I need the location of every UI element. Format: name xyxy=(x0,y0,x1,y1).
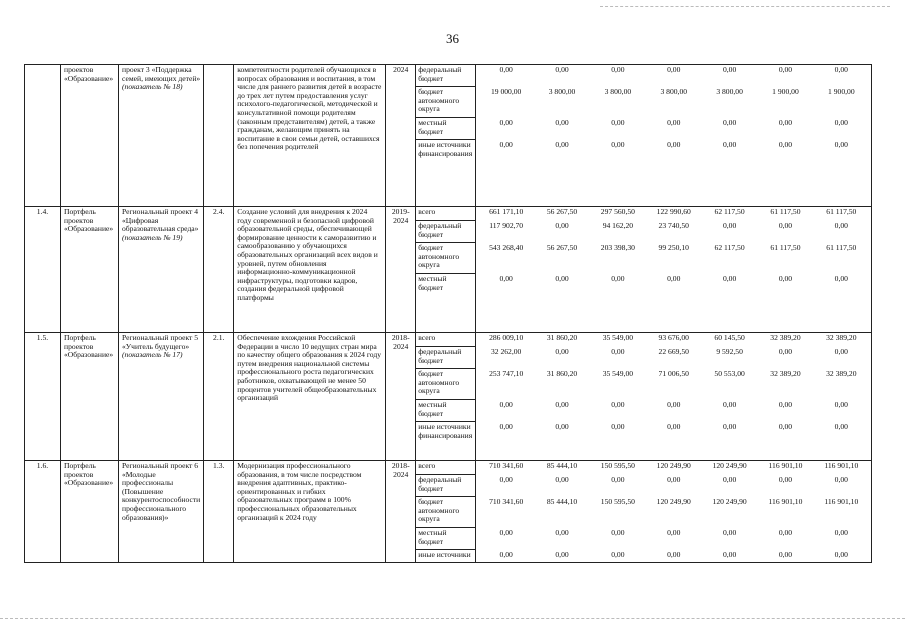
funding-value: 0,00 xyxy=(778,118,793,127)
period-cell: 2019-2024 xyxy=(386,207,416,333)
funding-value: 0,00 xyxy=(499,65,513,74)
funding-source: всего xyxy=(416,333,475,347)
funding-value: 120 249,90 xyxy=(656,461,691,470)
project-indicator: (показатель № 19) xyxy=(122,232,183,242)
funding-value: 94 162,20 xyxy=(602,221,634,230)
funding-value: 22 669,50 xyxy=(658,347,689,356)
description-cell: Создание условий для внедрения к 2024 году современной и безопасной цифровой образовательной среды, обеспечивающей формирование ценности к саморазвитию и самообразованию у обучающихся образовательных организаций всех видов и уровней, путем обновления информационно-коммуникационной инфраструктуры, подготовки кадров, создания федеральной цифровой платформы xyxy=(234,207,386,333)
page-number: 36 xyxy=(446,31,459,46)
funding-value: 9 592,50 xyxy=(716,347,743,356)
funding-source: бюджет автономного округа xyxy=(416,497,475,528)
funding-value: 0,00 xyxy=(611,65,625,74)
funding-values xyxy=(476,422,871,442)
funding-values xyxy=(476,87,871,118)
funding-value: 0,00 xyxy=(611,422,625,431)
funding-value: 50 553,00 xyxy=(714,369,745,378)
funding-value: 0,00 xyxy=(778,550,793,559)
funding-value: 0,00 xyxy=(611,347,625,356)
funding-value: 0,00 xyxy=(722,274,737,283)
funding-value: 203 398,30 xyxy=(600,243,635,252)
source-col xyxy=(416,207,476,333)
funding-value: 0,00 xyxy=(778,274,793,283)
funding-source: федеральный бюджет xyxy=(416,347,475,369)
funding-value: 0,00 xyxy=(555,550,569,559)
funding-value: 19 000,00 xyxy=(490,87,522,96)
project-indicator: (показатель № 18) xyxy=(122,82,183,92)
funding-value: 0,00 xyxy=(834,274,848,283)
funding-value: 297 560,50 xyxy=(600,207,635,216)
funding-value: 23 740,50 xyxy=(658,221,689,230)
funding-value: 0,00 xyxy=(667,65,681,74)
funding-value: 661 171,10 xyxy=(489,207,524,216)
portfolio-cell: проектов «Образование» xyxy=(61,65,119,207)
funding-value: 3 800,00 xyxy=(660,87,688,96)
funding-values xyxy=(476,528,871,550)
project-cell xyxy=(119,333,204,461)
funding-value: 93 676,00 xyxy=(658,333,689,342)
funding-value: 0,00 xyxy=(555,400,569,409)
description-cell: Модернизация профессионального образования, в том числе посредством внедрения адаптивных, практико-ориентированных и гибких образовательных программ в 100% профессиональных образовательных организаций к 2024 году xyxy=(234,461,386,563)
funding-value: 0,00 xyxy=(778,65,793,74)
funding-value: 0,00 xyxy=(499,550,513,559)
project-name: проект 3 «Поддержка семей, имеющих детей» xyxy=(122,65,201,83)
funding-value: 61 117,50 xyxy=(770,207,801,216)
funding-value: 120 249,90 xyxy=(712,497,747,506)
funding-value: 0,00 xyxy=(834,140,848,149)
funding-value: 0,00 xyxy=(555,347,569,356)
funding-source: всего xyxy=(416,461,475,475)
funding-value: 0,00 xyxy=(667,118,681,127)
funding-value: 85 444,10 xyxy=(546,461,578,470)
funding-value: 116 901,10 xyxy=(768,461,803,470)
funding-values xyxy=(476,475,871,497)
funding-value: 31 860,20 xyxy=(546,369,578,378)
funding-value: 0,00 xyxy=(722,528,737,537)
funding-value: 0,00 xyxy=(667,528,681,537)
table-row xyxy=(25,207,872,333)
funding-value: 0,00 xyxy=(722,400,737,409)
funding-value: 0,00 xyxy=(555,65,569,74)
funding-value: 56 267,50 xyxy=(546,207,578,216)
table-row xyxy=(25,333,872,461)
funding-value: 0,00 xyxy=(555,475,569,484)
funding-value: 120 249,90 xyxy=(712,461,747,470)
values-col xyxy=(476,207,872,333)
funding-values xyxy=(476,221,871,243)
funding-value: 0,00 xyxy=(667,550,681,559)
funding-values xyxy=(476,65,871,87)
funding-source: федеральный бюджет xyxy=(416,65,475,87)
funding-value: 32 389,20 xyxy=(770,369,801,378)
funding-value: 116 901,10 xyxy=(824,461,859,470)
funding-value: 0,00 xyxy=(555,118,569,127)
funding-values xyxy=(476,207,871,221)
source-col xyxy=(416,333,476,461)
funding-value: 0,00 xyxy=(778,422,793,431)
row-index: 1.4. xyxy=(25,207,61,333)
funding-value: 0,00 xyxy=(667,422,681,431)
funding-table xyxy=(24,64,872,563)
funding-value: 32 262,00 xyxy=(490,347,522,356)
funding-source: местный бюджет xyxy=(416,118,475,140)
funding-value: 3 800,00 xyxy=(604,87,632,96)
funding-value: 56 267,50 xyxy=(546,243,578,252)
funding-source: бюджет автономного округа xyxy=(416,369,475,400)
description-cell: Обеспечение вхождения Российской Федерации в число 10 ведущих стран мира по качеству общего образования к 2024 году путем внедрения национальной системы профессионального роста педагогических работников, охватывающей не менее 50 процентов учителей общеобразовательных организаций xyxy=(234,333,386,461)
funding-value: 0,00 xyxy=(499,274,513,283)
funding-value: 0,00 xyxy=(834,475,848,484)
funding-source: всего xyxy=(416,207,475,221)
funding-value: 0,00 xyxy=(778,347,793,356)
funding-value: 0,00 xyxy=(778,140,793,149)
funding-value: 0,00 xyxy=(722,65,737,74)
funding-value: 1 900,00 xyxy=(772,87,799,96)
funding-value: 0,00 xyxy=(611,140,625,149)
funding-value: 0,00 xyxy=(834,400,848,409)
funding-values xyxy=(476,400,871,422)
funding-value: 286 009,10 xyxy=(489,333,524,342)
funding-value: 3 800,00 xyxy=(716,87,743,96)
funding-value: 0,00 xyxy=(667,274,681,283)
funding-source: федеральный бюджет xyxy=(416,221,475,243)
funding-value: 99 250,10 xyxy=(658,243,689,252)
source-col xyxy=(416,65,476,207)
period-cell: 2018-2024 xyxy=(386,461,416,563)
funding-value: 120 249,90 xyxy=(656,497,691,506)
funding-value: 0,00 xyxy=(555,221,569,230)
funding-value: 0,00 xyxy=(667,475,681,484)
funding-value: 0,00 xyxy=(611,400,625,409)
funding-value: 60 145,50 xyxy=(714,333,745,342)
funding-value: 0,00 xyxy=(667,400,681,409)
goal-index: 2.4. xyxy=(204,207,234,333)
funding-value: 32 389,20 xyxy=(826,333,857,342)
funding-values xyxy=(476,550,871,562)
values-col xyxy=(476,333,872,461)
funding-value: 0,00 xyxy=(722,475,737,484)
project-indicator: (показатель № 17) xyxy=(122,350,183,360)
funding-source: иные источники финансирования xyxy=(418,140,473,158)
table-row xyxy=(25,65,872,207)
funding-value: 0,00 xyxy=(555,140,569,149)
funding-value: 0,00 xyxy=(499,140,513,149)
project-cell xyxy=(119,461,204,563)
project-cell xyxy=(119,65,204,207)
funding-value: 0,00 xyxy=(834,65,848,74)
goal-index xyxy=(204,65,234,207)
funding-source: федеральный бюджет xyxy=(416,475,475,497)
funding-value: 253 747,10 xyxy=(489,369,524,378)
funding-value: 0,00 xyxy=(611,475,625,484)
source-col xyxy=(416,461,476,563)
funding-value: 0,00 xyxy=(499,422,513,431)
row-index xyxy=(25,65,61,207)
funding-value: 0,00 xyxy=(722,140,737,149)
funding-value: 0,00 xyxy=(611,550,625,559)
funding-source: иные источники xyxy=(418,550,471,559)
funding-values xyxy=(476,333,871,347)
project-name: Региональный проект 4 «Цифровая образовательная среда» xyxy=(122,207,199,234)
funding-value: 0,00 xyxy=(778,221,793,230)
funding-value: 150 595,50 xyxy=(600,497,635,506)
funding-value: 122 990,60 xyxy=(656,207,691,216)
funding-value: 35 549,00 xyxy=(602,333,634,342)
values-col xyxy=(476,65,872,207)
funding-value: 0,00 xyxy=(499,400,513,409)
values-col xyxy=(476,461,872,563)
table-row xyxy=(25,461,872,563)
portfolio-cell: Портфель проектов «Образование» xyxy=(61,461,119,563)
period-cell: 2024 xyxy=(386,65,416,207)
funding-values xyxy=(476,140,871,160)
period-cell: 2018-2024 xyxy=(386,333,416,461)
goal-index: 1.3. xyxy=(204,461,234,563)
funding-value: 85 444,10 xyxy=(546,497,578,506)
funding-value: 0,00 xyxy=(834,347,848,356)
project-name: Региональный проект 6 «Молодые профессионалы (Повышение конкурентоспособности профессионального образования)» xyxy=(122,461,201,522)
funding-values xyxy=(476,274,871,294)
funding-value: 0,00 xyxy=(611,118,625,127)
funding-value: 0,00 xyxy=(555,422,569,431)
funding-value: 0,00 xyxy=(834,550,848,559)
funding-value: 32 389,20 xyxy=(770,333,801,342)
funding-value: 0,00 xyxy=(499,528,513,537)
funding-source: бюджет автономного округа xyxy=(416,243,475,274)
funding-value: 0,00 xyxy=(722,550,737,559)
funding-values xyxy=(476,461,871,475)
funding-value: 62 117,50 xyxy=(714,207,745,216)
funding-value: 0,00 xyxy=(834,118,848,127)
row-index: 1.6. xyxy=(25,461,61,563)
funding-value: 61 117,50 xyxy=(770,243,801,252)
funding-value: 0,00 xyxy=(778,528,793,537)
funding-value: 0,00 xyxy=(722,221,737,230)
funding-source: местный бюджет xyxy=(416,528,475,550)
funding-value: 710 341,60 xyxy=(489,497,524,506)
funding-value: 0,00 xyxy=(722,422,737,431)
scan-artifact-top xyxy=(600,6,890,7)
funding-value: 3 800,00 xyxy=(548,87,576,96)
project-cell xyxy=(119,207,204,333)
portfolio-cell: Портфель проектов «Образование» xyxy=(61,333,119,461)
funding-value: 0,00 xyxy=(555,274,569,283)
funding-values xyxy=(476,369,871,400)
funding-value: 0,00 xyxy=(834,528,848,537)
funding-value: 62 117,50 xyxy=(714,243,745,252)
funding-source: местный бюджет xyxy=(416,400,475,422)
funding-values xyxy=(476,118,871,140)
funding-value: 116 901,10 xyxy=(824,497,859,506)
funding-value: 0,00 xyxy=(611,528,625,537)
goal-index: 2.1. xyxy=(204,333,234,461)
funding-value: 117 902,70 xyxy=(489,221,524,230)
funding-value: 116 901,10 xyxy=(768,497,803,506)
funding-source: иные источники финансирования xyxy=(418,422,473,440)
funding-value: 0,00 xyxy=(778,400,793,409)
funding-value: 0,00 xyxy=(499,118,513,127)
funding-value: 150 595,50 xyxy=(600,461,635,470)
funding-value: 0,00 xyxy=(778,475,793,484)
funding-value: 0,00 xyxy=(722,118,737,127)
funding-value: 71 006,50 xyxy=(658,369,689,378)
funding-value: 31 860,20 xyxy=(546,333,578,342)
funding-value: 35 549,00 xyxy=(602,369,634,378)
scan-artifact-bottom xyxy=(0,618,905,619)
funding-value: 0,00 xyxy=(611,274,625,283)
funding-value: 61 117,50 xyxy=(826,207,857,216)
funding-value: 32 389,20 xyxy=(826,369,857,378)
portfolio-cell: Портфель проектов «Образование» xyxy=(61,207,119,333)
funding-values xyxy=(476,347,871,369)
description-cell: компетентности родителей обучающихся в вопросах образования и воспитания, в том числе для раннего развития детей в возрасте до трех лет путем предоставления услуг психолого-педагогической, методической и консультативной помощи родителям (законным представителям) детей, а также гражданам, желающим принять на воспитание в свои семьи детей, оставшихся без попечения родителей xyxy=(234,65,386,207)
funding-value: 0,00 xyxy=(555,528,569,537)
funding-source: бюджет автономного округа xyxy=(416,87,475,118)
funding-value: 61 117,50 xyxy=(826,243,857,252)
funding-source: местный бюджет xyxy=(418,274,447,292)
project-name: Региональный проект 5 «Учитель будущего» xyxy=(122,333,199,351)
funding-value: 0,00 xyxy=(834,221,848,230)
funding-value: 0,00 xyxy=(499,475,513,484)
funding-value: 0,00 xyxy=(834,422,848,431)
funding-values xyxy=(476,497,871,528)
row-index: 1.5. xyxy=(25,333,61,461)
funding-values xyxy=(476,243,871,274)
funding-value: 543 268,40 xyxy=(489,243,524,252)
funding-value: 710 341,60 xyxy=(489,461,524,470)
funding-value: 1 900,00 xyxy=(828,87,855,96)
funding-value: 0,00 xyxy=(667,140,681,149)
